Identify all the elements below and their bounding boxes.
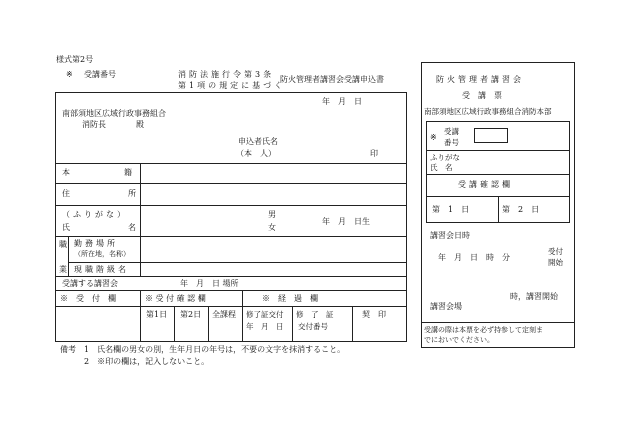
ticket-day1: 第 1 日 (432, 205, 470, 214)
seal-mark: 印 (370, 149, 378, 158)
ticket-footer-line2: でにおいでください。 (424, 336, 494, 344)
application-date: 年 月 日 (322, 97, 362, 106)
ticket-number-line2: 番号 (444, 138, 459, 147)
sex-male: 男 (268, 210, 276, 219)
basis-line2: 第1項の規定に基づく (178, 81, 286, 90)
honseki-label: 本 籍 (62, 168, 132, 177)
addressee-org: 南部須地区広域行政事務組合 (62, 109, 166, 118)
address-label-1: 住 (62, 189, 70, 198)
ticket-number-line1: 受講 (444, 127, 459, 136)
ticket-venue-label: 講習会場 (430, 302, 462, 311)
ticket-reception-line1: 受付 (548, 247, 563, 256)
confirmation-label: ※ 受 付 確 認 欄 (145, 294, 206, 303)
addressee-honorific: 殿 (136, 120, 144, 129)
ticket-footer-line1: 受講の際は本票を必ず持参して定刻ま (424, 326, 543, 334)
note-1: 1 氏名欄の男女の別，生年月日の年号は，不要の文字を抹消すること。 (84, 345, 346, 354)
venue-row-label: 受講する講習会 (62, 279, 118, 288)
day1-cell: 第1日 (146, 310, 168, 319)
ticket-day2: 第 2 日 (502, 205, 540, 214)
ticket-confirmation-header: 受講確認欄 (458, 180, 513, 189)
applicant-self: （本 人） (236, 149, 276, 158)
progress-label: ※ 経 過 欄 (262, 294, 318, 303)
furigana-label: （ふりがな） (62, 210, 128, 219)
venue-row-value: 年 月 日 場所 (180, 279, 239, 288)
workplace-label: 勤務場所 (74, 239, 118, 248)
full-course-cell: 全課程 (212, 310, 236, 319)
reception-label: ※ 受 付 欄 (60, 294, 116, 303)
applicant-label: 申込者氏名 (238, 137, 278, 146)
form-title: 防火管理者講習会受講申込書 (280, 75, 384, 84)
ticket-title: 防火管理者講習会 (436, 75, 524, 84)
day2-cell: 第2日 (180, 310, 202, 319)
ticket-reception-line2: 開始 (548, 258, 563, 267)
workplace-sub: （所在地，名称） (74, 250, 130, 258)
note-2: 2 ※印の欄は，記入しないこと。 (84, 357, 210, 366)
cert-issue-line1: 修了証交付 (246, 310, 284, 319)
ticket-furigana: ふりがな (430, 153, 460, 162)
ticket-course-start: 時，講習開始 (510, 292, 558, 301)
ticket-name: 氏 名 (430, 163, 453, 172)
sex-female: 女 (268, 223, 276, 232)
form-number: 様式第2号 (56, 55, 94, 64)
address-label-2: 所 (128, 189, 136, 198)
ticket-date-time-value: 年 月 日 時 分 (438, 253, 510, 262)
ticket-organizer: 南部須地区広域行政事務組合消防本部 (424, 107, 552, 116)
ticket-number-box (474, 128, 508, 143)
addressee-title: 消防長 (82, 120, 106, 129)
position-label: 現職階級名 (74, 265, 129, 274)
cert-number-line1: 修 了 証 (296, 310, 334, 319)
ticket-date-time-label: 講習会日時 (430, 231, 470, 240)
notes-label: 備考 (60, 345, 76, 354)
ticket-subtitle: 受 講 票 (462, 91, 502, 100)
cert-kei: 契 印 (362, 310, 386, 319)
basis-line1: 消防法施行令第3条 (178, 70, 275, 79)
cert-issue-line2: 年 月 日 (246, 322, 284, 331)
header-mark: ※ (66, 70, 73, 79)
birth-date: 年 月 日生 (322, 217, 370, 226)
examinee-number-label: 受講番号 (84, 70, 116, 79)
cert-number-line2: 交付番号 (298, 322, 328, 331)
ticket-mark: ※ (430, 133, 437, 142)
